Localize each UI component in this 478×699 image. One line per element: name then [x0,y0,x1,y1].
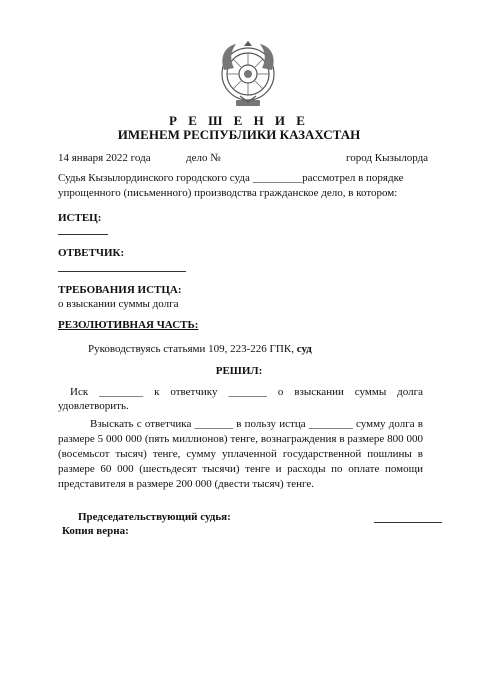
ruling-p2-line-5: представителя в размере 200 000 (двести тысяч) тенге. [58,478,315,490]
presiding-judge-label: Председательствующий судья: [78,511,231,523]
ruling-p1-line-1: Иск ________ к ответчику _______ о взыскании суммы долга [70,386,423,398]
ruling-p2-line-4: размере 60 000 (шестьдесят тысячи) тенге и расходы по оплате помощи [58,463,423,475]
judge-signature-line [374,522,442,523]
plaintiff-heading: ИСТЕЦ: [58,212,102,224]
claims-text: о взыскании суммы долга [58,298,179,310]
copy-true-label: Копия верна: [62,525,129,537]
decision-date: 14 января 2022 года [58,152,151,164]
decided-heading: РЕШИЛ: [215,365,263,377]
document-title: Р Е Ш Е Н И Е [169,113,309,128]
ruling-p2-line-2: размере 5 000 000 (пять миллионов) тенге, вознаграждения в размере 800 000 [58,433,423,445]
defendant-heading: ОТВЕТЧИК: [58,247,125,259]
state-emblem-icon [218,40,278,112]
claims-heading: ТРЕБОВАНИЯ ИСТЦА: [58,284,182,296]
ruling-p1-line-2: удовлетворить. [58,400,129,412]
ruling-p2-line-1: Взыскать с ответчика _______ в пользу истца ________ сумму долга в [90,418,423,430]
ruling-p2-line-3: (восемьсот тысяч) тенге, сумму уплаченной государственной пошлины в [58,448,423,460]
defendant-blank-line [58,271,186,272]
guided-by-text: Руководствуясь статьями 109, 223-226 ГПК, [88,343,294,355]
document-subtitle: ИМЕНЕМ РЕСПУБЛИКИ КАЗАХСТАН [117,127,361,142]
court-word: суд [296,343,312,355]
decision-city: город Кызылорда [346,152,429,164]
guided-by-line [88,343,312,355]
case-number: дело № [186,152,221,164]
intro-line-1: Судья Кызылординского городского суда _________рассмотрел в порядке [58,172,404,184]
plaintiff-blank-line [58,234,108,235]
operative-heading: РЕЗОЛЮТИВНАЯ ЧАСТЬ: [58,319,199,331]
intro-line-2: упрощенного (письменного) производства гражданское дело, в котором: [58,187,398,199]
